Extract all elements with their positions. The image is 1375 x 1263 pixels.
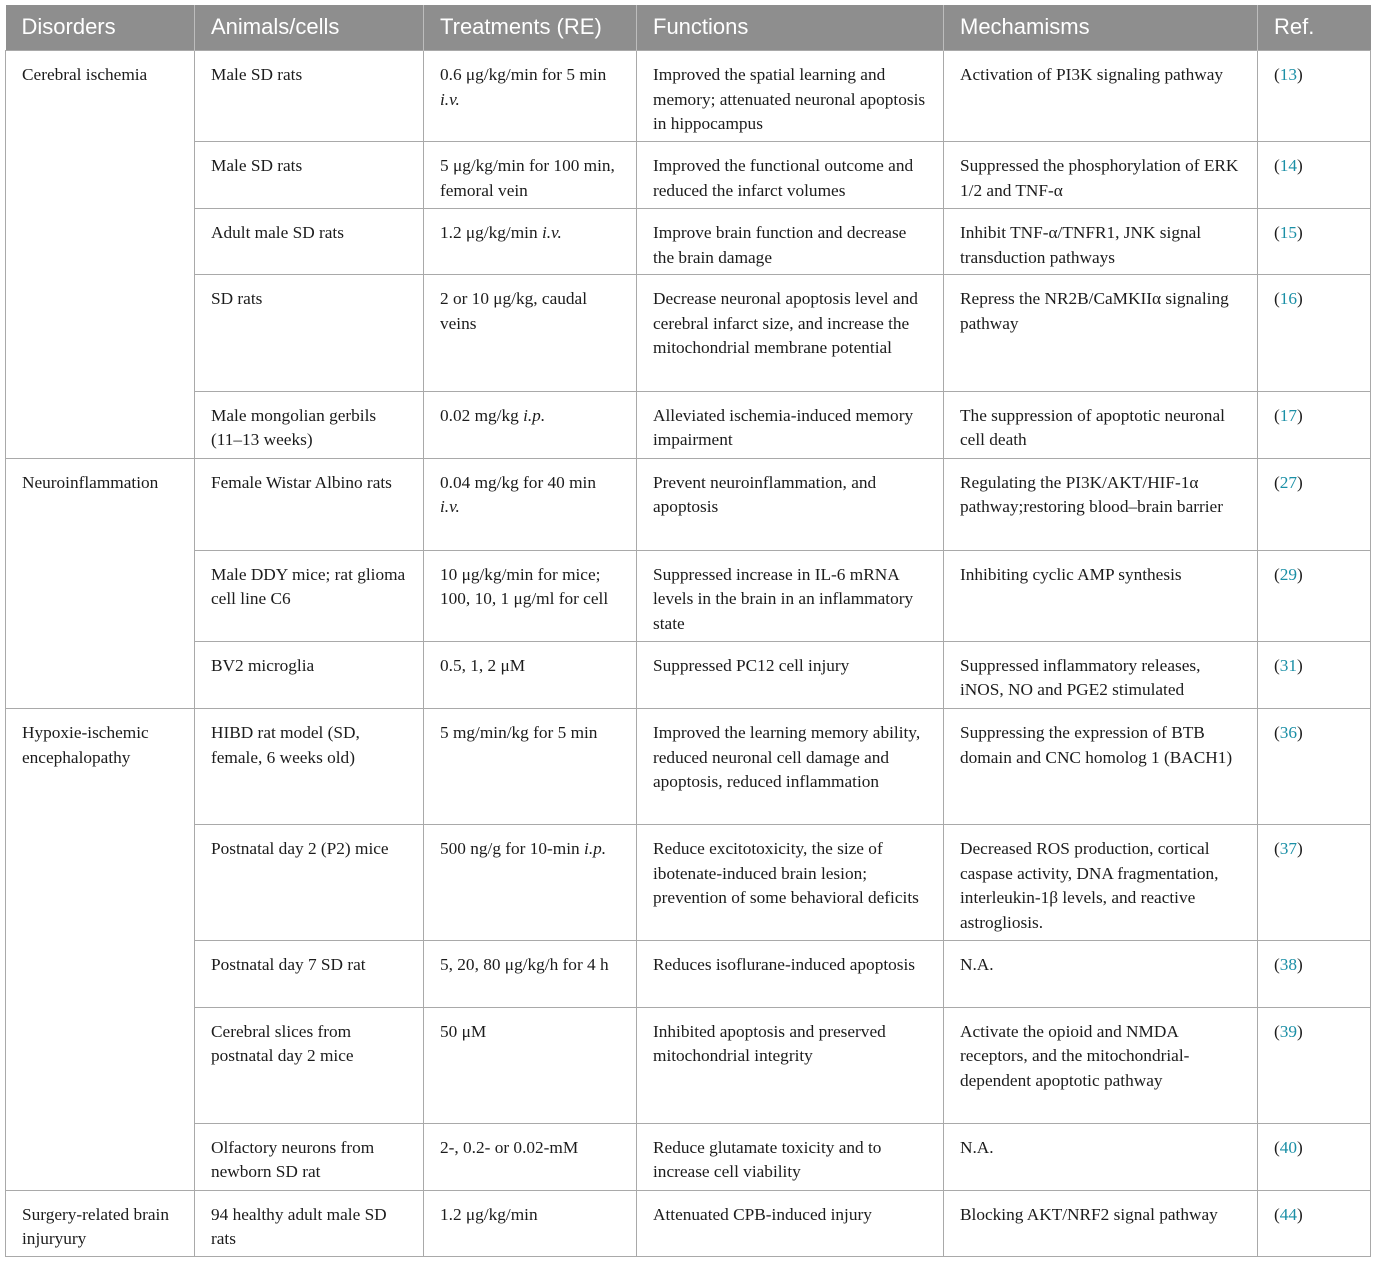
ref-cell: (14) [1258, 142, 1371, 209]
mechanism-cell: Activate the opioid and NMDA receptors, and the mitochondrial-dependent apoptotic pathway [944, 1007, 1258, 1123]
treatment-main: 0.04 mg/kg for 40 min [440, 472, 597, 492]
treatment-route: i.p. [584, 839, 607, 859]
ref-link[interactable]: 36 [1279, 723, 1298, 743]
mechanism-cell: Suppressed inflammatory releases, iNOS, NO and PGE2 stimulated [944, 641, 1258, 708]
function-cell: Attenuated CPB-induced injury [637, 1190, 944, 1256]
table-row [6, 709, 1371, 825]
treatment-main: 2 or 10 μg/kg, caudal veins [440, 289, 588, 333]
ref-cell: (13) [1258, 51, 1371, 142]
function-cell: Improve brain function and decrease the brain damage [637, 209, 944, 275]
animals-cell: Olfactory neurons from newborn SD rat [195, 1123, 424, 1190]
header-animals: Animals/cells [195, 5, 424, 51]
treatment-main: 5 μg/kg/min for 100 min, femoral vein [440, 156, 615, 200]
ref-cell: (27) [1258, 458, 1371, 550]
treatment-main: 1.2 μg/kg/min [440, 223, 538, 243]
treatment-cell [424, 550, 637, 641]
treatment-cell [424, 51, 637, 142]
table-row [6, 550, 1371, 641]
mechanism-cell: Suppressing the expression of BTB domain and CNC homolog 1 (BACH1) [944, 709, 1258, 825]
ref-link[interactable]: 16 [1279, 289, 1298, 309]
animals-cell: Male DDY mice; rat glioma cell line C6 [195, 550, 424, 641]
animals-cell: SD rats [195, 275, 424, 391]
function-cell: Reduces isoflurane-induced apoptosis [637, 941, 944, 1007]
ref-cell: (39) [1258, 1007, 1371, 1123]
table-row [6, 51, 1371, 142]
treatment-cell [424, 1190, 637, 1256]
ref-link[interactable]: 14 [1279, 156, 1298, 176]
animals-cell: Adult male SD rats [195, 209, 424, 275]
disorder-cell: Surgery-related brain injuryury [6, 1190, 195, 1256]
table-row [6, 941, 1371, 1007]
mechanism-cell: Inhibiting cyclic AMP synthesis [944, 550, 1258, 641]
ref-link[interactable]: 31 [1279, 655, 1298, 675]
treatment-cell [424, 1123, 637, 1190]
treatment-route: i.v. [440, 497, 460, 517]
treatment-cell [424, 941, 637, 1007]
table-row [6, 1190, 1371, 1256]
ref-link[interactable]: 29 [1279, 564, 1298, 584]
ref-cell: (31) [1258, 641, 1371, 708]
ref-cell: (15) [1258, 209, 1371, 275]
header-row [6, 5, 1371, 51]
ref-cell: (16) [1258, 275, 1371, 391]
disorder-cell: Cerebral ischemia [6, 51, 195, 459]
ref-link[interactable]: 15 [1279, 223, 1298, 243]
table-row [6, 458, 1371, 550]
mechanism-cell: Activation of PI3K signaling pathway [944, 51, 1258, 142]
table-row [6, 209, 1371, 275]
treatment-main: 5, 20, 80 μg/kg/h for 4 h [440, 955, 609, 975]
treatment-main: 0.02 mg/kg [440, 405, 519, 425]
ref-link[interactable]: 17 [1279, 405, 1298, 425]
function-cell: Improved the learning memory ability, reduced neuronal cell damage and apoptosis, reduced inflammation [637, 709, 944, 825]
ref-cell: (17) [1258, 391, 1371, 458]
animals-cell: HIBD rat model (SD, female, 6 weeks old) [195, 709, 424, 825]
treatment-route: i.v. [440, 89, 460, 109]
disorder-cell: Neuroinflammation [6, 458, 195, 708]
mechanism-cell: Inhibit TNF-α/TNFR1, JNK signal transduction pathways [944, 209, 1258, 275]
header-mechanisms: Mechamisms [944, 5, 1258, 51]
mechanism-cell: N.A. [944, 1123, 1258, 1190]
animals-cell: Cerebral slices from postnatal day 2 mice [195, 1007, 424, 1123]
ref-cell: (44) [1258, 1190, 1371, 1256]
mechanism-cell: Blocking AKT/NRF2 signal pathway [944, 1190, 1258, 1256]
treatment-cell [424, 1007, 637, 1123]
treatment-cell [424, 641, 637, 708]
treatment-cell [424, 275, 637, 391]
treatment-route: i.p. [523, 405, 546, 425]
mechanism-cell: Suppressed the phosphorylation of ERK 1/2 and TNF-α [944, 142, 1258, 209]
table-row [6, 142, 1371, 209]
header-functions: Functions [637, 5, 944, 51]
table-row [6, 275, 1371, 391]
mechanism-cell: The suppression of apoptotic neuronal cell death [944, 391, 1258, 458]
treatment-cell [424, 209, 637, 275]
ref-link[interactable]: 37 [1279, 839, 1298, 859]
ref-link[interactable]: 44 [1279, 1204, 1298, 1224]
mechanism-cell: Repress the NR2B/CaMKIIα signaling pathway [944, 275, 1258, 391]
animals-cell: Male SD rats [195, 142, 424, 209]
function-cell: Alleviated ischemia-induced memory impairment [637, 391, 944, 458]
animals-cell: Postnatal day 7 SD rat [195, 941, 424, 1007]
animals-cell: Postnatal day 2 (P2) mice [195, 825, 424, 941]
treatment-main: 0.6 μg/kg/min for 5 min [440, 65, 607, 84]
animals-cell: 94 healthy adult male SD rats [195, 1190, 424, 1256]
function-cell: Improved the functional outcome and reduced the infarct volumes [637, 142, 944, 209]
treatment-main: 2-, 0.2- or 0.02-mM [440, 1137, 579, 1157]
mechanism-cell: Regulating the PI3K/AKT/HIF-1α pathway;restoring blood–brain barrier [944, 458, 1258, 550]
mechanism-cell: N.A. [944, 941, 1258, 1007]
table-row [6, 825, 1371, 941]
ref-cell: (38) [1258, 941, 1371, 1007]
function-cell: Suppressed increase in IL-6 mRNA levels in the brain in an inflammatory state [637, 550, 944, 641]
animals-cell: BV2 microglia [195, 641, 424, 708]
treatment-main: 1.2 μg/kg/min [440, 1204, 538, 1224]
function-cell: Prevent neuroinflammation, and apoptosis [637, 458, 944, 550]
function-cell: Suppressed PC12 cell injury [637, 641, 944, 708]
treatment-main: 50 μM [440, 1021, 487, 1041]
table-row [6, 391, 1371, 458]
ref-link[interactable]: 27 [1279, 472, 1298, 492]
table-row [6, 1123, 1371, 1190]
ref-cell: (40) [1258, 1123, 1371, 1190]
table-row [6, 1007, 1371, 1123]
animals-cell: Male mongolian gerbils (11–13 weeks) [195, 391, 424, 458]
header-ref: Ref. [1258, 5, 1371, 51]
treatment-route: i.v. [541, 223, 562, 243]
treatment-cell [424, 142, 637, 209]
table-row [6, 641, 1371, 708]
treatment-main: 10 μg/kg/min for mice; 100, 10, 1 μg/ml for cell [440, 564, 609, 609]
treatment-main: 0.5, 1, 2 μM [440, 655, 526, 675]
animals-cell: Male SD rats [195, 51, 424, 142]
treatment-cell [424, 458, 637, 550]
function-cell: Inhibited apoptosis and preserved mitochondrial integrity [637, 1007, 944, 1123]
ref-link[interactable]: 40 [1279, 1137, 1298, 1157]
function-cell: Decrease neuronal apoptosis level and cerebral infarct size, and increase the mitochondrial membrane potential [637, 275, 944, 391]
header-disorders: Disorders [6, 5, 195, 51]
function-cell: Reduce glutamate toxicity and to increase cell viability [637, 1123, 944, 1190]
treatment-cell [424, 391, 637, 458]
treatment-cell [424, 709, 637, 825]
animals-cell: Female Wistar Albino rats [195, 458, 424, 550]
function-cell: Reduce excitotoxicity, the size of ibotenate-induced brain lesion; prevention of some behavioral deficits [637, 825, 944, 941]
ref-cell: (36) [1258, 709, 1371, 825]
ref-link[interactable]: 39 [1279, 1021, 1298, 1041]
function-cell: Improved the spatial learning and memory; attenuated neuronal apoptosis in hippocampus [637, 51, 944, 142]
ref-cell: (29) [1258, 550, 1371, 641]
disorder-cell: Hypoxie-ischemic encephalopathy [6, 709, 195, 1191]
ref-link[interactable]: 13 [1279, 65, 1298, 84]
treatment-main: 500 ng/g for 10-min [440, 839, 580, 859]
mechanism-cell: Decreased ROS production, cortical caspase activity, DNA fragmentation, interleukin-1β levels, and reactive astrogliosis. [944, 825, 1258, 941]
ref-link[interactable]: 38 [1279, 955, 1298, 975]
ref-cell: (37) [1258, 825, 1371, 941]
header-treatments: Treatments (RE) [424, 5, 637, 51]
treatment-main: 5 mg/min/kg for 5 min [440, 723, 598, 743]
data-table [5, 5, 1371, 1257]
treatment-cell [424, 825, 637, 941]
